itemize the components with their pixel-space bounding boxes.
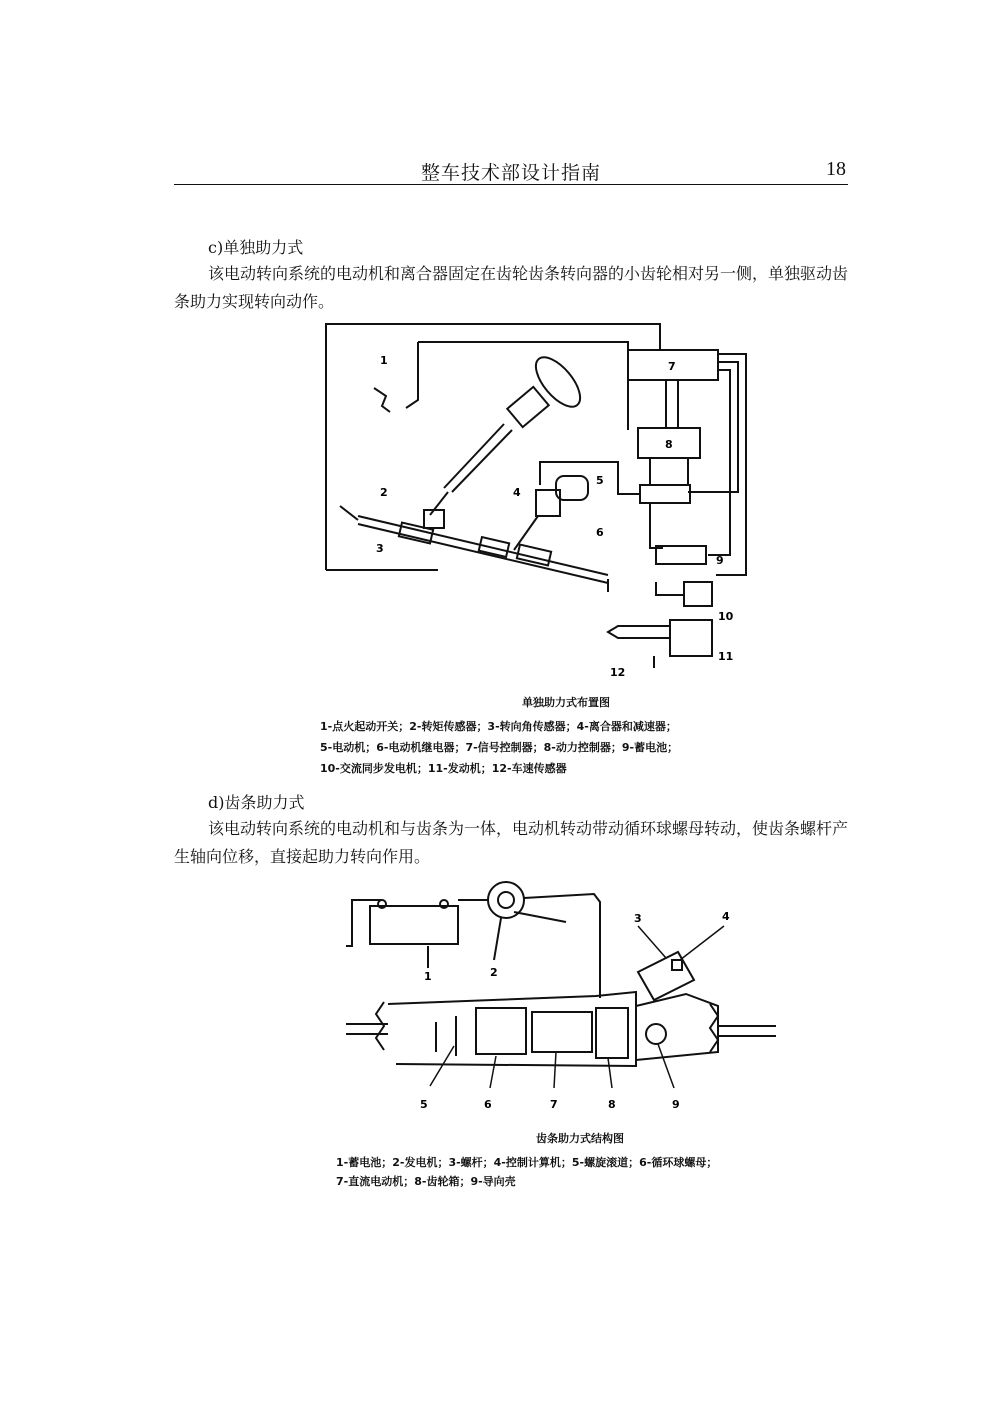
section-c-body: 该电动转向系统的电动机和离合器固定在齿轮齿条转向器的小齿轮相对另一侧，单独驱动齿条助力实现转向动作。 xyxy=(174,264,849,311)
fig2-label-3: 3 xyxy=(634,912,642,925)
fig2-label-2: 2 xyxy=(490,966,498,979)
fig2-label-9: 9 xyxy=(672,1098,680,1111)
figure-2-legend-line-1: 1-蓄电池；2-发电机；3-螺杆；4-控制计算机；5-螺旋滚道；6-循环球螺母； xyxy=(336,1156,718,1169)
fig2-label-4: 4 xyxy=(722,910,730,923)
fig1-label-6: 6 xyxy=(596,526,604,539)
figure-1-legend-line-2: 5-电动机；6-电动机继电器；7-信号控制器；8-动力控制器；9-蓄电池； xyxy=(320,741,679,754)
figure-single-assist-layout xyxy=(318,320,788,780)
figure-2-title: 齿条助力式结构图 xyxy=(536,1132,624,1145)
fig1-label-5: 5 xyxy=(596,474,604,487)
fig1-label-12: 12 xyxy=(610,666,626,679)
document-title: 整车技术部设计指南 xyxy=(420,162,601,184)
page-number: 18 xyxy=(826,158,846,180)
fig1-label-2: 2 xyxy=(380,486,388,499)
figure-1-legend-line-1: 1-点火起动开关；2-转矩传感器；3-转向角传感器；4-离合器和减速器； xyxy=(320,720,677,733)
fig1-label-9: 9 xyxy=(716,554,724,567)
section-d-heading: d)齿条助力式 xyxy=(208,793,305,812)
figure-rack-assist-structure xyxy=(336,876,786,1126)
figure-1-title: 单独助力式布置图 xyxy=(522,696,610,709)
fig1-label-8: 8 xyxy=(665,438,673,451)
fig2-label-5: 5 xyxy=(420,1098,428,1111)
fig1-label-11: 11 xyxy=(718,650,734,663)
figure-2-legend-line-2: 7-直流电动机；8-齿轮箱；9-导向壳 xyxy=(336,1175,516,1188)
fig1-label-10: 10 xyxy=(718,610,734,623)
fig2-label-7: 7 xyxy=(550,1098,558,1111)
figure-1-legend-line-3: 10-交流同步发电机；11-发动机；12-车速传感器 xyxy=(320,762,567,775)
section-d-body: 该电动转向系统的电动机和与齿条为一体，电动机转动带动循环球螺母转动，使齿条螺杆产生轴向位移，直接起助力转向作用。 xyxy=(174,819,849,866)
fig2-label-8: 8 xyxy=(608,1098,616,1111)
page-header xyxy=(174,158,848,185)
fig2-label-1: 1 xyxy=(424,970,432,983)
fig1-label-4: 4 xyxy=(513,486,521,499)
fig1-label-1: 1 xyxy=(380,354,388,367)
section-c-heading: c)单独助力式 xyxy=(208,238,304,257)
fig1-label-3: 3 xyxy=(376,542,384,555)
fig1-label-7: 7 xyxy=(668,360,676,373)
fig2-label-6: 6 xyxy=(484,1098,492,1111)
